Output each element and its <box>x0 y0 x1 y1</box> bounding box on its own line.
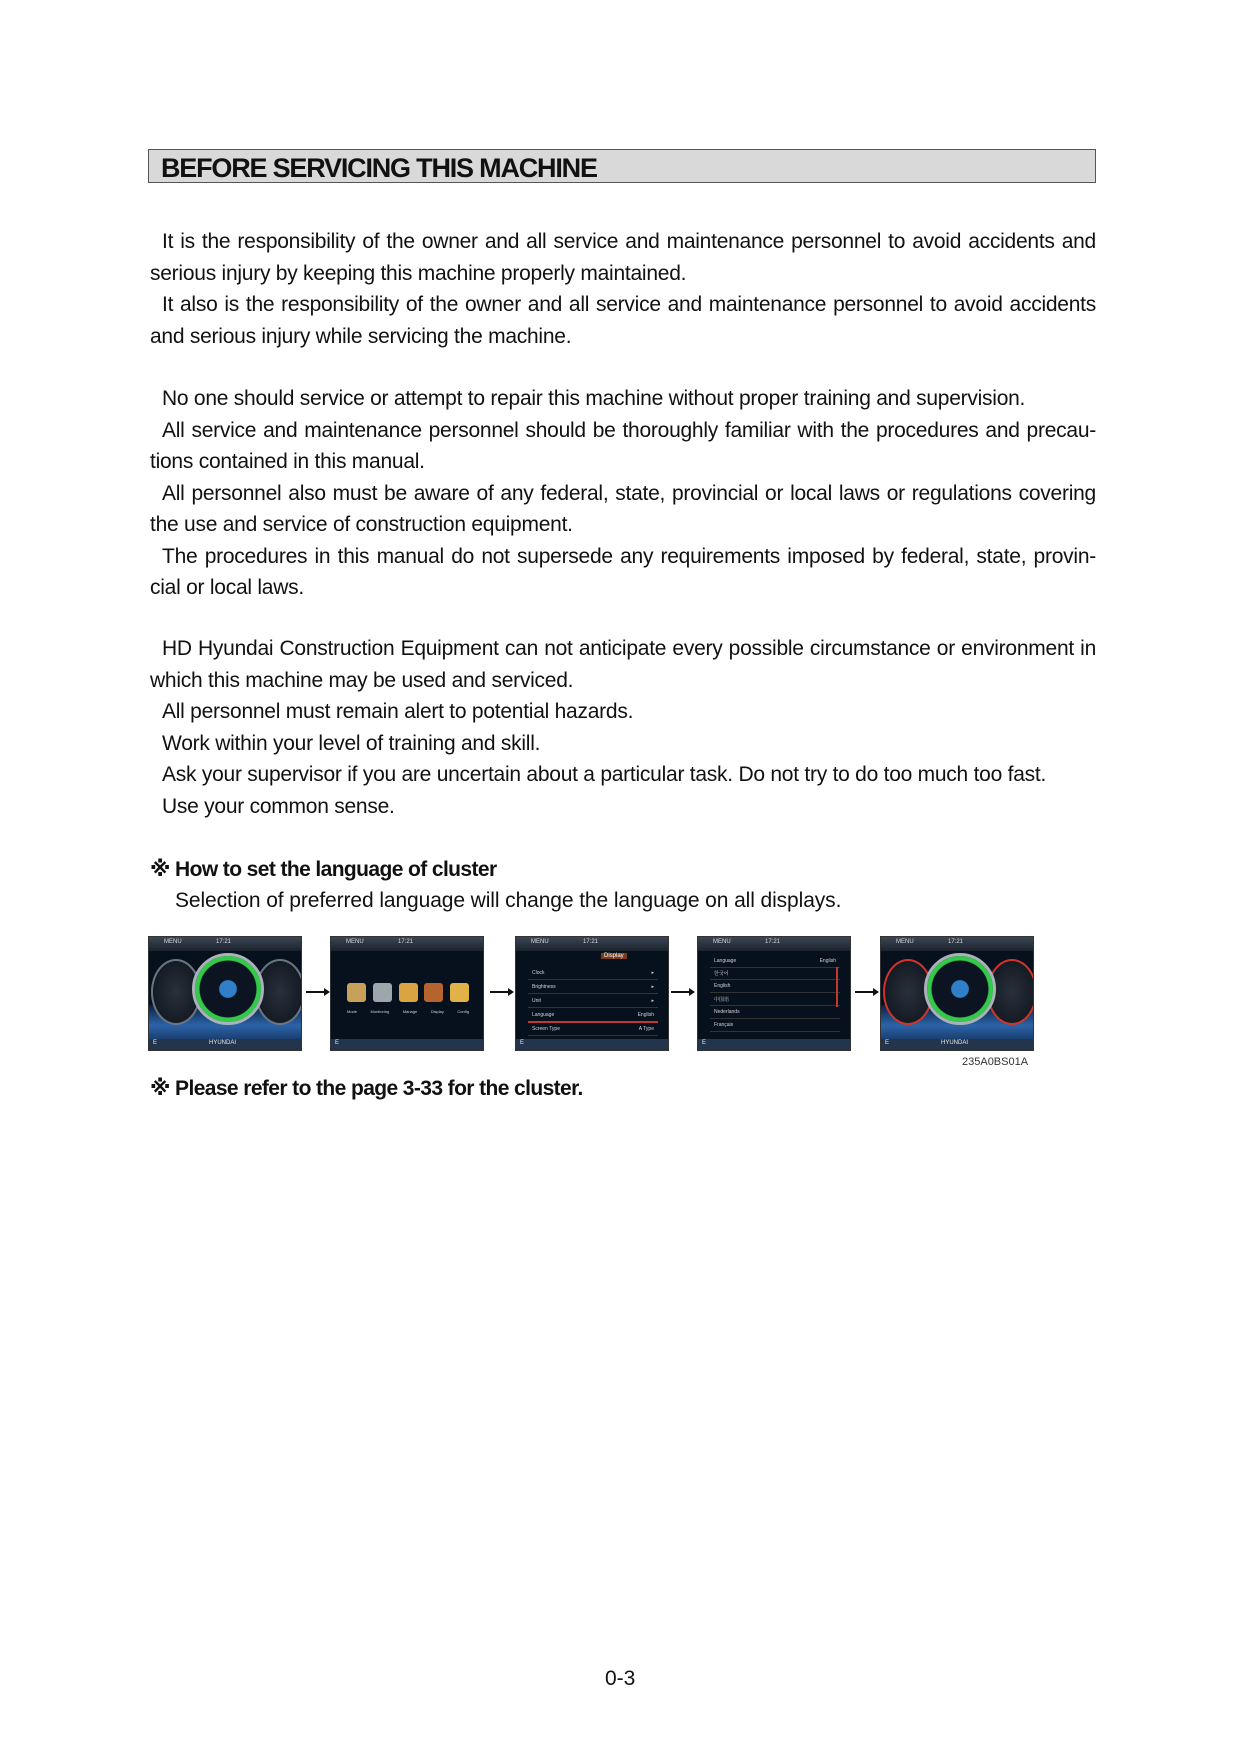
language-header: Language <box>714 958 737 964</box>
brand-label: HYUNDAI <box>209 1040 237 1046</box>
safety-paragraphs <box>150 633 1096 822</box>
menu-row-label: Clock <box>532 970 545 976</box>
section-title-box <box>148 149 1096 183</box>
cluster-screen-gauges-result <box>880 936 1034 1051</box>
paragraph: The procedures in this manual do not supersede any requirements imposed by federal, state, provin-cial or local laws. <box>150 544 1096 599</box>
mode-label: E <box>153 1040 158 1046</box>
paragraph: All personnel must remain alert to potential hazards. <box>162 700 634 723</box>
clock-label: 17:21 <box>583 939 599 945</box>
paragraph: Use your common sense. <box>162 794 395 818</box>
menu-label: MENU <box>164 939 182 945</box>
cluster-screen-language <box>697 936 851 1051</box>
menu-labels <box>347 1009 469 1014</box>
menu-row-value: ▸ <box>651 970 654 976</box>
menu-row-value: English <box>637 1012 654 1018</box>
mode-label: E <box>702 1040 707 1046</box>
arrow-right-icon <box>306 991 328 993</box>
language-option: Nederlands <box>714 1009 740 1015</box>
figure-code: 235A0BS01A <box>962 1056 1029 1068</box>
menu-label: MENU <box>896 939 914 945</box>
arrow-right-icon <box>855 991 877 993</box>
language-option: Français <box>714 1022 734 1028</box>
section-title: BEFORE SERVICING THIS MACHINE <box>161 153 597 183</box>
paragraph: Work within your level of training and skill. <box>162 731 541 755</box>
paragraph: HD Hyundai Construction Equipment can not anticipate every possible circumstance or environment in which this machine may be used and serviced. <box>150 637 1096 692</box>
arrow-right-icon <box>490 991 512 993</box>
menu-row-label: Unit <box>532 998 541 1004</box>
menu-row-label: Screen Type <box>532 1026 560 1032</box>
mode-label: E <box>885 1040 890 1046</box>
menu-icons <box>347 983 469 1003</box>
menu-row-value: ▸ <box>651 984 654 990</box>
menu-item-label: Display <box>430 1009 444 1014</box>
display-icon <box>424 983 443 1002</box>
mode-icon <box>347 983 366 1002</box>
paragraph: It is the responsibility of the owner and all service and maintenance personnel to avoid accidents and serious injury by keeping this machine properly maintained. <box>150 230 1096 285</box>
language-option: 中国语 <box>714 997 730 1003</box>
tab-display: Display <box>601 953 627 959</box>
menu-row-label: Language <box>532 1012 555 1018</box>
cluster-reference-note: ※ Please refer to the page 3-33 for the cluster. <box>150 1077 583 1100</box>
menu-item-label: Mode <box>347 1009 358 1014</box>
monitoring-icon <box>373 983 392 1002</box>
language-note-description: Selection of preferred language will change the language on all displays. <box>175 889 842 912</box>
mode-label: E <box>520 1040 525 1046</box>
clock-label: 17:21 <box>398 939 414 945</box>
menu-item-label: Config <box>457 1009 469 1014</box>
menu-label: MENU <box>713 939 731 945</box>
paragraph: No one should service or attempt to repair this machine without proper training and supervision. <box>162 387 1026 410</box>
page-number: 0-3 <box>605 1667 636 1690</box>
language-current: English <box>819 958 836 964</box>
language-option: English <box>714 983 731 989</box>
clock-label: 17:21 <box>948 939 964 945</box>
paragraph: Ask your supervisor if you are uncertain about a particular task. Do not try to do too much too fast. <box>162 763 1047 786</box>
language-option: 한국어 <box>714 971 729 977</box>
menu-label: MENU <box>531 939 549 945</box>
arrow-right-icon <box>671 991 693 993</box>
cluster-screen-display-settings <box>515 936 669 1051</box>
menu-row-label: Brightness <box>532 984 556 990</box>
brand-label: HYUNDAI <box>941 1040 969 1046</box>
menu-label: MENU <box>346 939 364 945</box>
intro-paragraphs <box>150 226 1096 352</box>
paragraph: All service and maintenance personnel should be thoroughly familiar with the procedures and precau-tions contained in this manual. <box>150 418 1096 473</box>
scrollbar <box>836 967 838 1007</box>
menu-row-value: A Type <box>638 1026 654 1032</box>
training-paragraphs <box>150 383 1096 604</box>
menu-row-value: ▸ <box>651 998 654 1004</box>
language-note-heading: ※ How to set the language of cluster <box>150 858 497 881</box>
cluster-screen-gauges <box>148 936 302 1051</box>
mode-label: E <box>335 1040 340 1046</box>
menu-item-label: Monitoring <box>370 1009 390 1014</box>
paragraph: All personnel also must be aware of any federal, state, provincial or local laws or regulations covering the use and service of construction equipment. <box>150 481 1096 536</box>
clock-label: 17:21 <box>765 939 781 945</box>
menu-item-label: Manage <box>402 1009 418 1014</box>
cluster-screen-menu <box>330 936 484 1051</box>
config-icon <box>450 983 469 1002</box>
manage-icon <box>399 983 418 1002</box>
clock-label: 17:21 <box>216 939 232 945</box>
paragraph: It also is the responsibility of the owner and all service and maintenance personnel to avoid accidents and serious injury while servicing the machine. <box>150 293 1096 348</box>
